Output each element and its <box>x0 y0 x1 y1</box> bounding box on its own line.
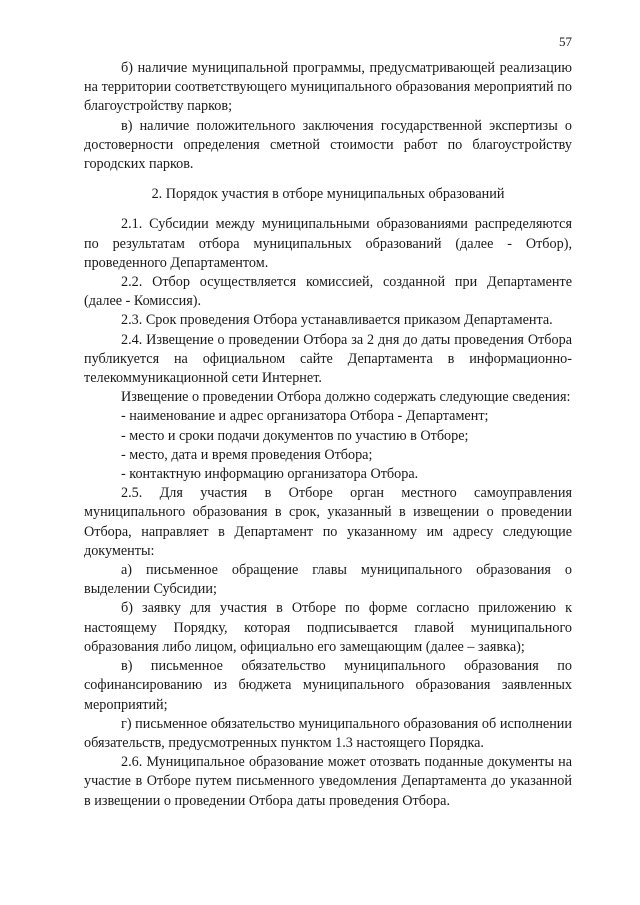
section-heading: 2. Порядок участия в отборе муниципальных образований <box>151 186 505 203</box>
page-number: 57 <box>559 34 572 49</box>
paragraph-v-state-expertise: в) наличие положительного заключения государственной экспертизы о достоверности определения сметной стоимости работ по благоустройству городских парков. <box>84 117 572 173</box>
paragraph-b-municipal-program: б) наличие муниципальной программы, предусматривающей реализацию на территории соответствующего муниципального образования мероприятий по благоустройству парков; <box>84 60 572 115</box>
paragraph-2-1: 2.1. Субсидии между муниципальными образованиями распределяются по результатам отбора муниципальных образований (далее - Отбор), проведенного Департаментом. <box>84 216 572 271</box>
list-item-organizer: - наименование и адрес организатора Отбора - Департамент; <box>121 408 489 425</box>
paragraph-notice-contents: Извещение о проведении Отбора должно содержать следующие сведения: <box>121 389 571 406</box>
list-item-selection-place: - место, дата и время проведения Отбора; <box>121 446 373 463</box>
paragraph-b-application: б) заявку для участия в Отборе по форме согласно приложению к настоящему Порядку, которая подписывается главой муниципального образования либо лицом, официально его замещающим (далее – заявка); <box>84 600 572 655</box>
paragraph-2-5: 2.5. Для участия в Отборе орган местного самоуправления муниципального образования в срок, указанный в извещении о проведении Отбора, направляет в Департамент по указанному им адресу следующие документы: <box>84 485 572 559</box>
paragraph-a-appeal: а) письменное обращение главы муниципального образования о выделении Субсидии; <box>84 562 572 598</box>
paragraph-2-6: 2.6. Муниципальное образование может отозвать поданные документы на участие в Отборе путем письменного уведомления Департамента до указанной в извещении о проведении Отбора даты проведения Отбора. <box>84 754 572 809</box>
document-body <box>84 59 572 811</box>
paragraph-v-cofinancing: в) письменное обязательство муниципального образования по софинансированию из бюджета муниципального образования заявленных мероприятий; <box>84 658 572 713</box>
paragraph-g-obligations: г) письменное обязательство муниципального образования об исполнении обязательств, предусмотренных пунктом 1.3 настоящего Порядка. <box>84 715 572 751</box>
paragraph-2-3: 2.3. Срок проведения Отбора устанавливается приказом Департамента. <box>121 312 553 329</box>
list-item-submission-place: - место и сроки подачи документов по участию в Отборе; <box>121 427 469 444</box>
list-item-contact-info: - контактную информацию организатора Отбора. <box>121 466 419 483</box>
paragraph-2-4: 2.4. Извещение о проведении Отбора за 2 дня до даты проведения Отбора публикуется на официальном сайте Департамента в информационно-телекоммуникационной сети Интернет. <box>84 331 572 387</box>
paragraph-2-2: 2.2. Отбор осуществляется комиссией, созданной при Департаменте (далее - Комиссия). <box>84 274 572 310</box>
